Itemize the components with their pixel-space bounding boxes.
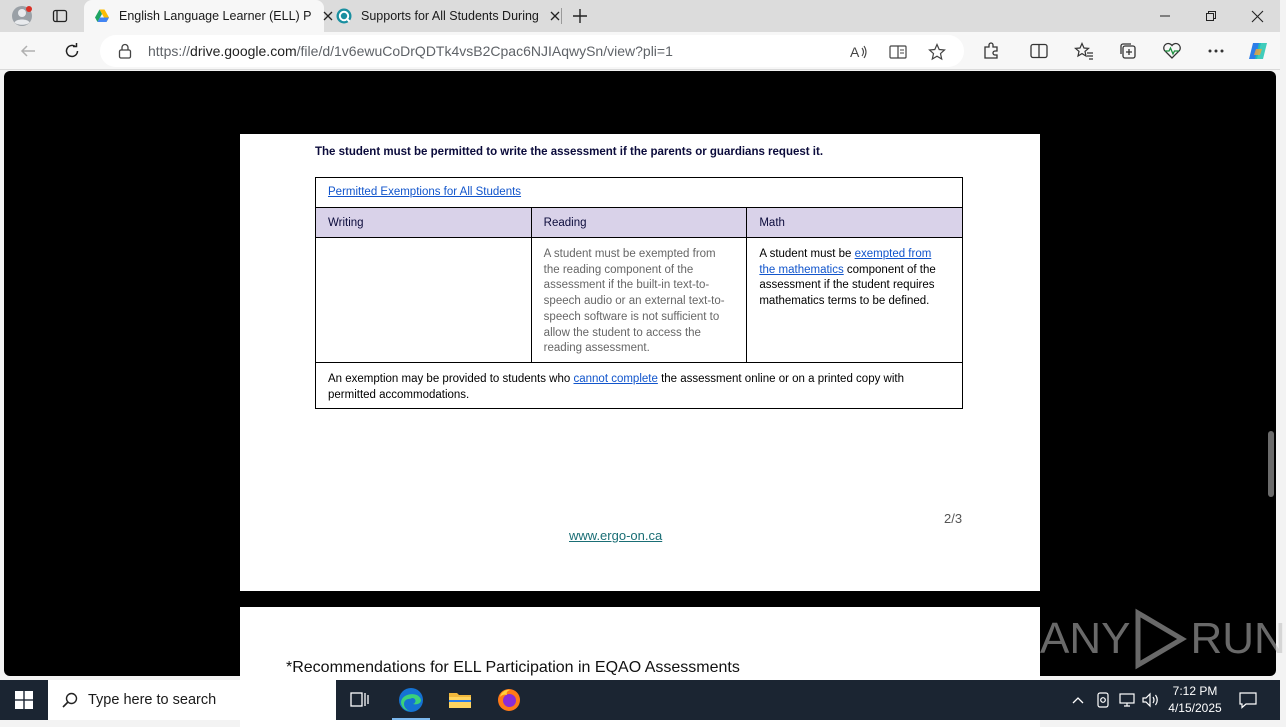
refresh-button[interactable] <box>58 38 86 64</box>
tab-supports-for-all-students[interactable] <box>326 0 562 32</box>
taskbar <box>0 680 1280 720</box>
math-text-after: component of the assessment if the student requires mathematics terms to be defined. <box>759 263 936 308</box>
favorite-star-button[interactable] <box>923 39 951 65</box>
profile-icon <box>11 5 33 27</box>
back-arrow-icon <box>20 43 36 59</box>
network-button[interactable] <box>1116 680 1138 720</box>
taskbar-file-explorer-button[interactable] <box>437 680 483 720</box>
tab-actions-icon <box>52 8 68 24</box>
column-header-math: Math <box>746 208 962 237</box>
navigation-bar <box>0 32 1280 70</box>
more-dots-icon <box>1208 49 1224 53</box>
table-row <box>316 238 962 363</box>
back-button[interactable] <box>14 38 42 64</box>
windows-logo-icon <box>15 691 33 709</box>
favorites-button[interactable] <box>1070 38 1098 64</box>
document-page-2 <box>240 134 1040 591</box>
star-icon <box>928 43 946 61</box>
minimize-icon <box>1160 11 1170 21</box>
firefox-icon <box>497 688 521 712</box>
copilot-button[interactable] <box>1244 38 1272 64</box>
system-clock[interactable] <box>1160 683 1230 717</box>
immersive-reader-button[interactable] <box>884 39 912 65</box>
chevron-up-icon <box>1072 696 1084 704</box>
search-placeholder: Type here to search <box>88 692 217 708</box>
taskbar-search-box[interactable] <box>48 680 336 720</box>
tab-ell-document[interactable] <box>84 0 324 32</box>
anyrun-watermark <box>1040 609 1286 669</box>
document-viewer[interactable] <box>4 71 1286 676</box>
url-path: /file/d/1v6ewuCoDrQDTk4vsB2Cpac6NJIAqwySn/view?pli=1 <box>296 43 673 59</box>
page-number: 2/3 <box>944 511 963 526</box>
collections-button[interactable] <box>1114 38 1142 64</box>
show-hidden-icons-button[interactable] <box>1066 680 1090 720</box>
website-link[interactable]: www.ergo-on.ca <box>569 528 663 543</box>
section-heading: *Recommendations for ELL Participation in EQAO Assessments <box>286 659 740 676</box>
heartbeat-icon <box>1162 42 1182 60</box>
play-logo-icon <box>1132 609 1188 669</box>
restore-button[interactable] <box>1188 0 1234 32</box>
settings-menu-button[interactable] <box>1202 38 1230 64</box>
immersive-reader-icon <box>889 44 907 60</box>
tray-security-button[interactable] <box>1092 680 1114 720</box>
taskbar-firefox-button[interactable] <box>486 680 532 720</box>
search-icon <box>62 692 78 708</box>
volume-icon <box>1142 693 1160 707</box>
new-tab-button[interactable] <box>568 4 592 28</box>
scrollbar-thumb[interactable] <box>1268 431 1274 497</box>
site-favicon-icon <box>336 8 352 24</box>
network-icon <box>1119 693 1135 707</box>
cannot-complete-link[interactable]: cannot complete <box>573 373 658 385</box>
edge-active-indicator <box>392 718 430 720</box>
cell-reading: A student must be exempted from the reading component of the assessment if the built-in text-to-speech audio or an external text-to-speech software is not sufficient to allow the student to access the reading assessment. <box>531 238 747 362</box>
task-view-icon <box>350 691 370 709</box>
copilot-icon <box>1247 40 1269 62</box>
url-scheme: https:// <box>148 43 191 59</box>
collections-icon <box>1119 42 1137 60</box>
extensions-button[interactable] <box>977 38 1005 64</box>
cell-math <box>746 238 962 362</box>
notification-icon <box>1239 691 1257 709</box>
volume-button[interactable] <box>1140 680 1162 720</box>
tab-title: English Language Learner (ELL) P <box>119 9 312 23</box>
browser-essentials-button[interactable] <box>1158 38 1186 64</box>
tab-separator <box>561 8 562 24</box>
close-icon <box>1252 11 1263 22</box>
start-button[interactable] <box>0 680 48 720</box>
svg-text:A: A <box>850 44 860 60</box>
clock-date: 4/15/2025 <box>1168 701 1222 715</box>
minimize-button[interactable] <box>1142 0 1188 32</box>
tab-bar <box>0 0 1280 32</box>
close-icon <box>550 11 560 21</box>
puzzle-icon <box>982 42 1000 60</box>
plus-icon <box>573 9 587 23</box>
read-aloud-button[interactable] <box>845 39 873 65</box>
clock-time: 7:12 PM <box>1172 684 1218 698</box>
column-header-reading: Reading <box>531 208 747 237</box>
table-header-row <box>316 208 962 238</box>
split-screen-button[interactable] <box>1025 38 1053 64</box>
address-bar[interactable] <box>100 35 964 67</box>
table-title-link[interactable]: Permitted Exemptions for All Students <box>328 186 522 198</box>
lead-sentence: The student must be permitted to write the assessment if the parents or guardians request it. <box>315 146 824 158</box>
exemptions-table <box>315 177 963 409</box>
math-exemption-link[interactable]: exempted from the mathematics <box>759 248 932 276</box>
watermark-text-left: ANY <box>1040 614 1131 663</box>
refresh-icon <box>64 43 80 59</box>
restore-icon <box>1206 11 1216 21</box>
watermark-text-right: RUN <box>1190 614 1286 663</box>
table-title-row <box>316 178 962 208</box>
table-footer-row <box>316 363 962 408</box>
math-text-before: A student must be <box>759 248 855 260</box>
footer-text-after: the assessment online or on a printed copy with permitted accommodations. <box>328 373 904 401</box>
footer-text-before: An exemption may be provided to students who <box>328 373 574 385</box>
cell-writing <box>316 238 531 362</box>
notifications-button[interactable] <box>1232 680 1264 720</box>
url-text <box>148 43 673 59</box>
google-drive-icon <box>94 8 110 24</box>
tray-device-icon <box>1096 692 1110 708</box>
tab-actions-button[interactable] <box>47 4 73 28</box>
tab-title: Supports for All Students During <box>361 9 539 23</box>
task-view-button[interactable] <box>338 680 382 720</box>
taskbar-edge-button[interactable] <box>388 680 434 720</box>
lock-icon <box>118 43 132 59</box>
profile-avatar[interactable] <box>9 4 35 28</box>
url-host: drive.google.com <box>190 43 297 59</box>
column-header-writing: Writing <box>328 217 364 229</box>
edge-icon <box>398 687 424 713</box>
close-window-button[interactable] <box>1234 0 1280 32</box>
read-aloud-icon <box>850 44 868 60</box>
folder-icon <box>448 690 472 710</box>
favorites-icon <box>1074 42 1094 60</box>
split-screen-icon <box>1030 43 1048 59</box>
